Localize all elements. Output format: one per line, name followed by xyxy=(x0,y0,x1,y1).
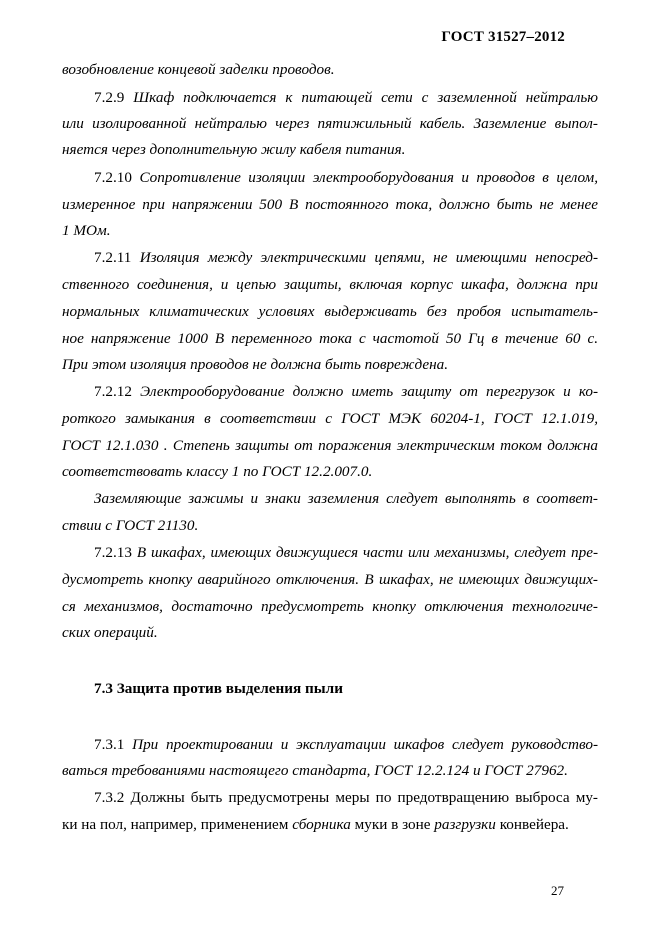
paragraph-7-2-12-line: 7.2.12 Электрооборудование должно иметь защиту от перегрузок и ко- xyxy=(94,383,598,400)
clause-number: 7.3.1 xyxy=(94,736,125,753)
section-heading-7-3: 7.3 Защита против выделения пыли xyxy=(94,680,343,697)
text-line-mixed: ки на пол, например, применением сборника муки в зоне разгрузки конвейера. xyxy=(62,816,569,833)
text-line: ских операций. xyxy=(62,624,158,641)
document-code-header: ГОСТ 31527–2012 xyxy=(441,29,565,45)
text-line: соответствовать классу 1 по ГОСТ 12.2.007.0. xyxy=(62,463,373,480)
text-line: возобновление концевой заделки проводов. xyxy=(62,61,335,78)
clause-number: 7.2.11 xyxy=(94,249,132,266)
paragraph-7-3-2-line: 7.3.2 Должны быть предусмотрены меры по предотвращению выброса му- xyxy=(94,789,598,806)
paragraph-7-2-11-line: 7.2.11 Изоляция между электрическими цепями, не имеющими непосред- xyxy=(94,249,599,266)
text-line: или изолированной нейтралью через пятижильный кабель. Заземление выпол- xyxy=(62,115,598,132)
clause-number: 7.2.9 xyxy=(94,89,125,106)
text-line: ное напряжение 1000 В переменного тока с частотой 50 Гц в течение 60 с. xyxy=(62,330,598,347)
paragraph-7-2-13-line: 7.2.13 В шкафах, имеющих движущиеся части или механизмы, следует пре- xyxy=(94,544,598,561)
text-line: ся механизмов, достаточно предусмотреть кнопку отключения технологиче- xyxy=(62,598,598,615)
text-line: ваться требованиями настоящего стандарта, ГОСТ 12.2.124 и ГОСТ 27962. xyxy=(62,762,568,779)
paragraph-7-2-10-line: 7.2.10 Сопротивление изоляции электрооборудования и проводов в целом, xyxy=(94,169,599,186)
text-line: 1 МОм. xyxy=(62,222,111,239)
text-line: дусмотреть кнопку аварийного отключения. В шкафах, не имеющих движущих- xyxy=(62,571,598,588)
paragraph-7-3-1-line: 7.3.1 При проектировании и эксплуатации шкафов следует руководство- xyxy=(94,736,599,753)
text-line: ствии с ГОСТ 21130. xyxy=(62,517,199,534)
clause-number: 7.2.12 xyxy=(94,383,132,400)
text-line: роткого замыкания в соответствии с ГОСТ МЭК 60204-1, ГОСТ 12.1.019, xyxy=(62,410,598,427)
clause-number: 7.2.13 xyxy=(94,544,132,561)
paragraph-grounding-line: Заземляющие зажимы и знаки заземления следует выполнять в соответ- xyxy=(94,490,598,507)
page-number: 27 xyxy=(551,883,564,898)
text-line: ственного соединения, и цепью защиты, включая корпус шкафа, должна при xyxy=(62,276,598,293)
text-line: При этом изоляция проводов не должна быть повреждена. xyxy=(62,356,449,373)
text-line: ГОСТ 12.1.030 . Степень защиты от поражения электрическим током должна xyxy=(62,437,598,454)
text-line: измеренное при напряжении 500 В постоянного тока, должно быть не менее xyxy=(62,196,598,213)
text-line: нормальных климатических условиях выдерживать без пробоя испытатель- xyxy=(62,303,598,320)
clause-number: 7.2.10 xyxy=(94,169,132,186)
text-line: няется через дополнительную жилу кабеля питания. xyxy=(62,141,406,158)
paragraph-7-2-9-line: 7.2.9 Шкаф подключается к питающей сети с заземленной нейтралью xyxy=(94,89,598,106)
